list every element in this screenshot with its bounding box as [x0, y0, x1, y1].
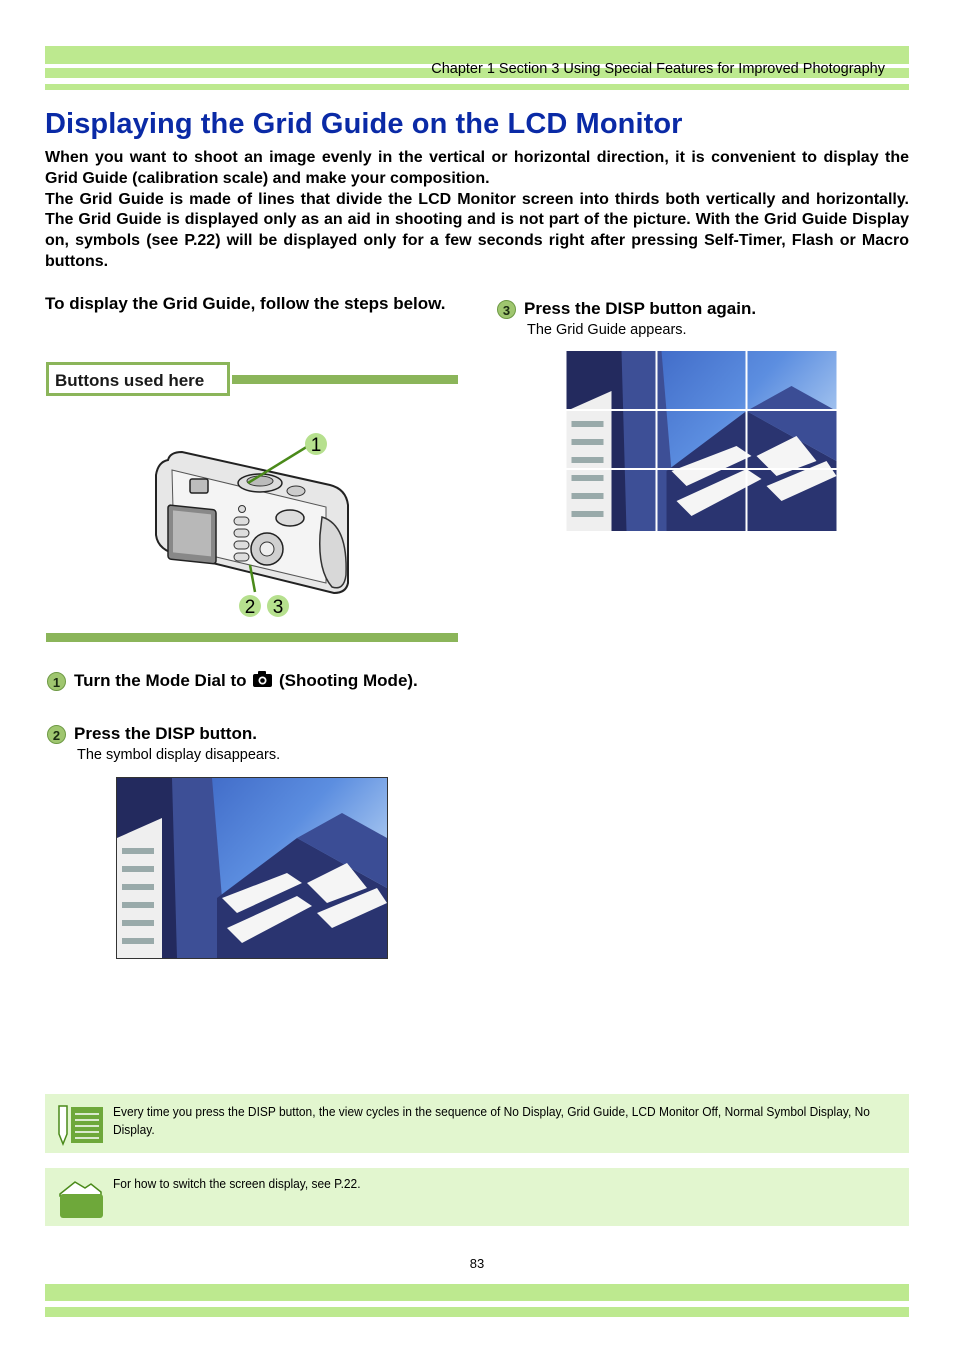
- step-2-subtext: The symbol display disappears.: [77, 747, 281, 763]
- step-2-text: Press the DISP button.: [74, 724, 257, 743]
- step-3-number: 3: [497, 300, 516, 319]
- step-1-number: 1: [47, 672, 66, 691]
- intro-paragraph-1: When you want to shoot an image evenly in the vertical or horizontal direction, it is convenient to display the Grid Guide (calibration scale) and make your composition.: [45, 149, 909, 187]
- callout-3-label: 3: [272, 597, 284, 618]
- note-memo: [45, 1094, 909, 1153]
- callout-3: [267, 595, 289, 618]
- chapter-header: Chapter 1 Section 3 Using Special Features for Improved Photography: [431, 61, 885, 77]
- step-3: [497, 299, 756, 319]
- step-1-text-before: Turn the Mode Dial to: [74, 671, 247, 690]
- callout-1: [305, 433, 327, 456]
- footer-band-top: [45, 1284, 909, 1301]
- building-photo: [117, 778, 387, 958]
- camera-icon: [252, 670, 273, 688]
- buttons-section-rule: [232, 375, 458, 384]
- callout-2: [239, 595, 261, 618]
- header-band-thin: [45, 84, 909, 90]
- step-3-subtext: The Grid Guide appears.: [527, 322, 687, 338]
- step-3-text: Press the DISP button again.: [524, 299, 757, 318]
- step-1-text-after: (Shooting Mode).: [278, 671, 418, 690]
- note-reference: [45, 1168, 909, 1226]
- building-photo-with-grid: [566, 351, 837, 531]
- step-1: [47, 670, 418, 691]
- lead-text: To display the Grid Guide, follow the steps below.: [45, 294, 446, 313]
- buttons-section-bottom-rule: [46, 633, 458, 642]
- lcd-photo-grid-guide: [566, 351, 837, 531]
- intro-text: [45, 148, 909, 273]
- callout-2-label: 2: [244, 597, 256, 618]
- memo-icon: [57, 1104, 105, 1146]
- camera-body: [156, 443, 348, 593]
- lcd-photo-no-symbols: [116, 777, 388, 959]
- step-2: [47, 724, 257, 744]
- page-title: Displaying the Grid Guide on the LCD Monitor: [45, 108, 683, 140]
- note-memo-text: Every time you press the DISP button, the view cycles in the sequence of No Display, Grid Guide, LCD Monitor Off, Normal Symbol Display, No Display.: [113, 1104, 870, 1137]
- footer-band-bottom: [45, 1307, 909, 1317]
- folder-icon: [57, 1176, 105, 1220]
- callout-1-label: 1: [310, 435, 322, 456]
- intro-paragraph-2: The Grid Guide is made of lines that divide the LCD Monitor screen into thirds both vertically and horizontally. The Grid Guide is displayed only as an aid in shooting and is not part of the picture. With the Grid Guide Display on, symbols (see P.22) will be displayed only for a few seconds right after pressing Self-Timer, Flash or Macro buttons.: [45, 190, 909, 270]
- buttons-used-label: Buttons used here: [46, 362, 230, 396]
- camera-illustration: [150, 425, 360, 625]
- note-reference-text: For how to switch the screen display, see P.22.: [113, 1176, 361, 1191]
- step-2-number: 2: [47, 725, 66, 744]
- page-number: 83: [469, 1256, 485, 1271]
